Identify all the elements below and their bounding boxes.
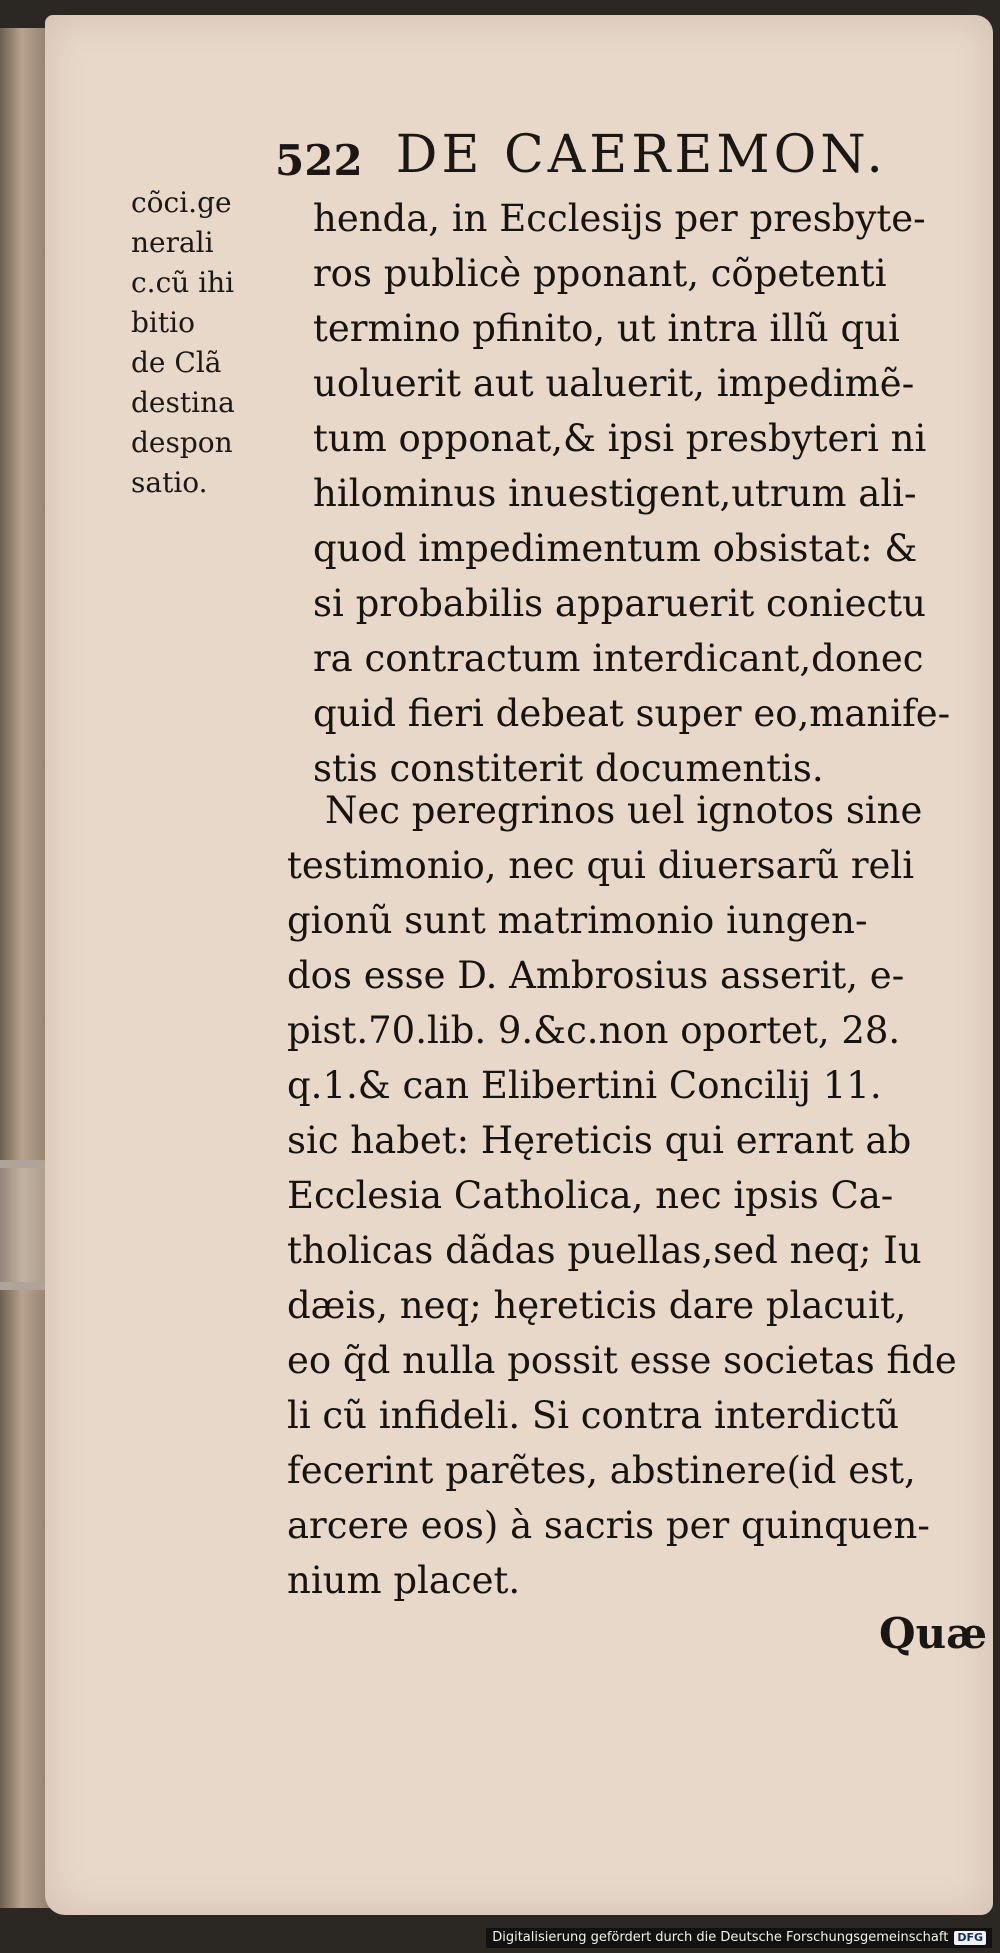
- text-line: uoluerit aut ualuerit, impedimẽ-: [313, 362, 915, 405]
- body-paragraph-2: [287, 783, 975, 1608]
- text-line: Nec peregrinos uel ignotos sine: [325, 789, 923, 832]
- text-line: arcere eos) à sacris per quinquen-: [287, 1504, 930, 1547]
- book-page: [45, 15, 993, 1915]
- digitization-credit: [486, 1928, 992, 1948]
- page-number: 522: [275, 136, 363, 185]
- dfg-logo: DFG: [954, 1931, 986, 1945]
- marginal-note-line: destina: [131, 386, 235, 419]
- text-line: hilominus inuestigent,utrum ali-: [313, 472, 917, 515]
- text-line: quod impedimentum obsistat: &: [313, 527, 918, 570]
- marginal-note-line: despon: [131, 426, 233, 459]
- text-line: testimonio, nec qui diuersarũ reli: [287, 844, 915, 887]
- marginal-note-line: bitio: [131, 306, 195, 339]
- marginal-note: [131, 183, 311, 503]
- text-line: stis constiterit documentis.: [313, 747, 824, 790]
- marginal-note-line: cõci.ge: [131, 186, 232, 219]
- text-line: dos esse D. Ambrosius asserit, e-: [287, 954, 905, 997]
- text-line: tholicas dãdas puellas,sed neq; Iu: [287, 1229, 922, 1272]
- marginal-note-line: nerali: [131, 226, 214, 259]
- credit-text: Digitalisierung gefördert durch die Deutsche Forschungsgemeinschaft: [492, 1930, 949, 1945]
- running-head: DE CAEREMON.: [395, 125, 887, 185]
- text-line: si probabilis apparuerit coniectu: [313, 582, 926, 625]
- text-line: ra contractum interdicant,donec: [313, 637, 924, 680]
- marginal-note-line: de Clã: [131, 346, 222, 379]
- text-line: nium placet.: [287, 1559, 521, 1602]
- text-line: sic habet: Hęreticis qui errant ab: [287, 1119, 912, 1162]
- text-line: Ecclesia Catholica, nec ipsis Ca-: [287, 1174, 894, 1217]
- page-header: [275, 125, 955, 195]
- text-line: termino pfinito, ut intra illũ qui: [313, 307, 900, 350]
- marginal-note-line: c.cũ ihi: [131, 266, 235, 299]
- text-line: ros publicè pponant, cõpetenti: [313, 252, 887, 295]
- marginal-note-line: satio.: [131, 466, 208, 499]
- text-line: quid fieri debeat super eo,manife-: [313, 692, 951, 735]
- text-line: dæis, neq; hęreticis dare placuit,: [287, 1284, 907, 1327]
- text-line: li cũ infideli. Si contra interdictũ: [287, 1394, 900, 1437]
- text-line: eo q̃d nulla possit esse societas fide: [287, 1339, 957, 1382]
- catchword: Quæ: [879, 1609, 988, 1658]
- text-line: tum opponat,& ipsi presbyteri ni: [313, 417, 927, 460]
- text-line: pist.70.lib. 9.&c.non oportet, 28.: [287, 1009, 901, 1052]
- text-line: fecerint parẽtes, abstinere(id est,: [287, 1449, 916, 1492]
- text-line: gionũ sunt matrimonio iungen-: [287, 899, 868, 942]
- text-line: henda, in Ecclesijs per presbyte-: [313, 197, 926, 240]
- text-line: q.1.& can Elibertini Concilij 11.: [287, 1064, 882, 1107]
- body-paragraph-1: [313, 191, 953, 796]
